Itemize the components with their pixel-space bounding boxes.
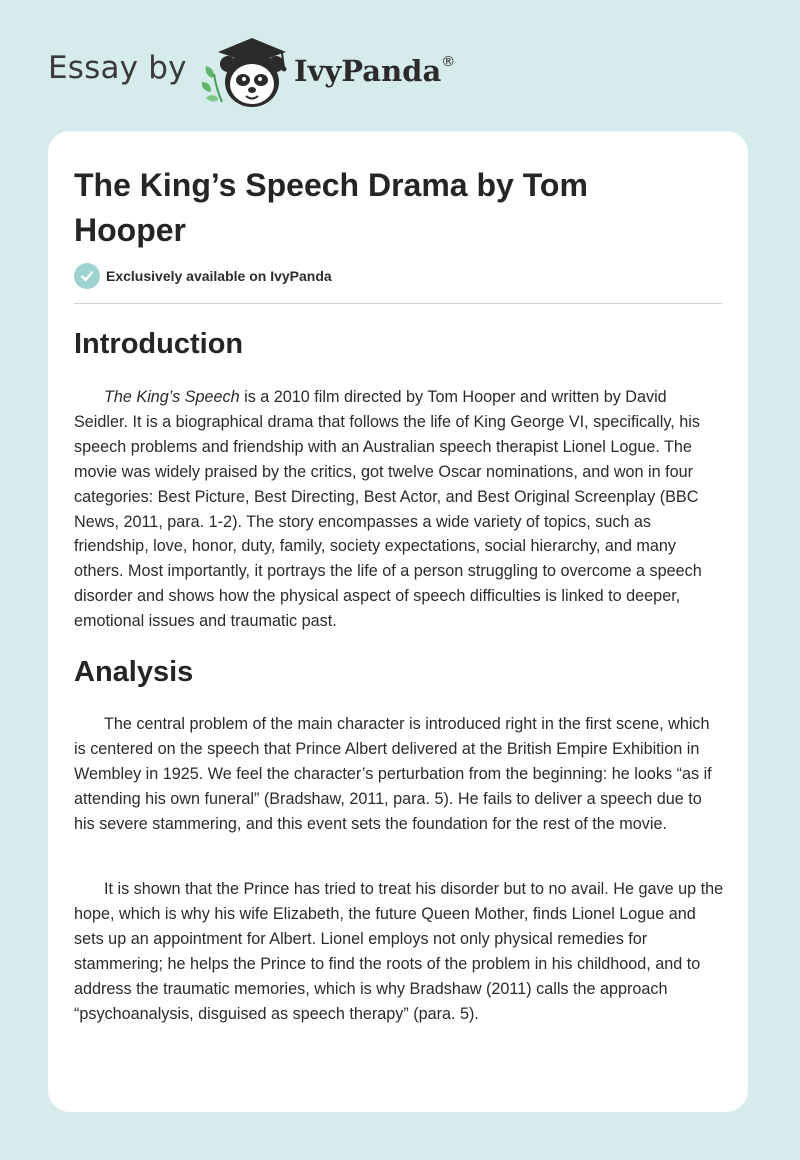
exclusive-badge-label: Exclusively available on IvyPanda: [106, 268, 332, 284]
brand-logo-text[interactable]: IvyPanda®: [294, 54, 456, 88]
check-circle-icon: [74, 263, 100, 289]
page-title: The King’s Speech Drama by Tom Hooper: [74, 167, 588, 248]
film-title-italic: The King’s Speech: [104, 388, 240, 406]
essay-card: [48, 131, 748, 1112]
paragraph: The central problem of the main character is introduced right in the first scene, which is centered on the speech that Prince Albert delivered at the British Empire Exhibition in Wembley in 1925. We feel the character’s perturbation from the beginning: he looks “as if attending his own funeral” (Bradshaw, 2011, para. 5). He fails to deliver a speech due to his severe stammering, and this event sets the foundation for the rest of the movie.: [74, 715, 712, 833]
paragraph: It is shown that the Prince has tried to treat his disorder but to no avail. He gave up the hope, which is why his wife Elizabeth, the future Queen Mother, finds Lionel Logue and sets up an appointment for Albert. Lionel employs not only physical remedies for stammering; he helps the Prince to find the roots of the problem in his childhood, and to address the traumatic memories, which is why Bradshaw (2011) calls the approach “psychoanalysis, disguised as speech therapy” (para. 5).: [74, 880, 724, 1023]
essay-by-label: Essay by: [48, 50, 187, 86]
site-header: [0, 0, 800, 130]
section-heading-introduction: Introduction: [74, 328, 244, 360]
paragraph: The King’s Speech is a 2010 film directed by Tom Hooper and written by David Seidler. It is a biographical drama that follows the life of King George VI, specifically, his speech problems and friendship with an Australian speech therapist Lionel Logue. The movie was widely praised by the critics, got twelve Oscar nominations, and won in four categories: Best Picture, Best Directing, Best Actor, and Best Original Screenplay (BBC News, 2011, para. 1-2). The story encompasses a wide variety of topics, such as friendship, love, honor, duty, family, society expectations, social hierarchy, and many others. Most importantly, it portrays the life of a person struggling to overcome a speech disorder and shows how the physical aspect of speech difficulties is linked to deeper, emotional issues and traumatic past.: [74, 388, 702, 631]
divider: [74, 303, 722, 304]
exclusive-badge: [74, 263, 332, 289]
section-heading-analysis: Analysis: [74, 656, 194, 688]
panda-graduate-icon[interactable]: [200, 34, 292, 110]
